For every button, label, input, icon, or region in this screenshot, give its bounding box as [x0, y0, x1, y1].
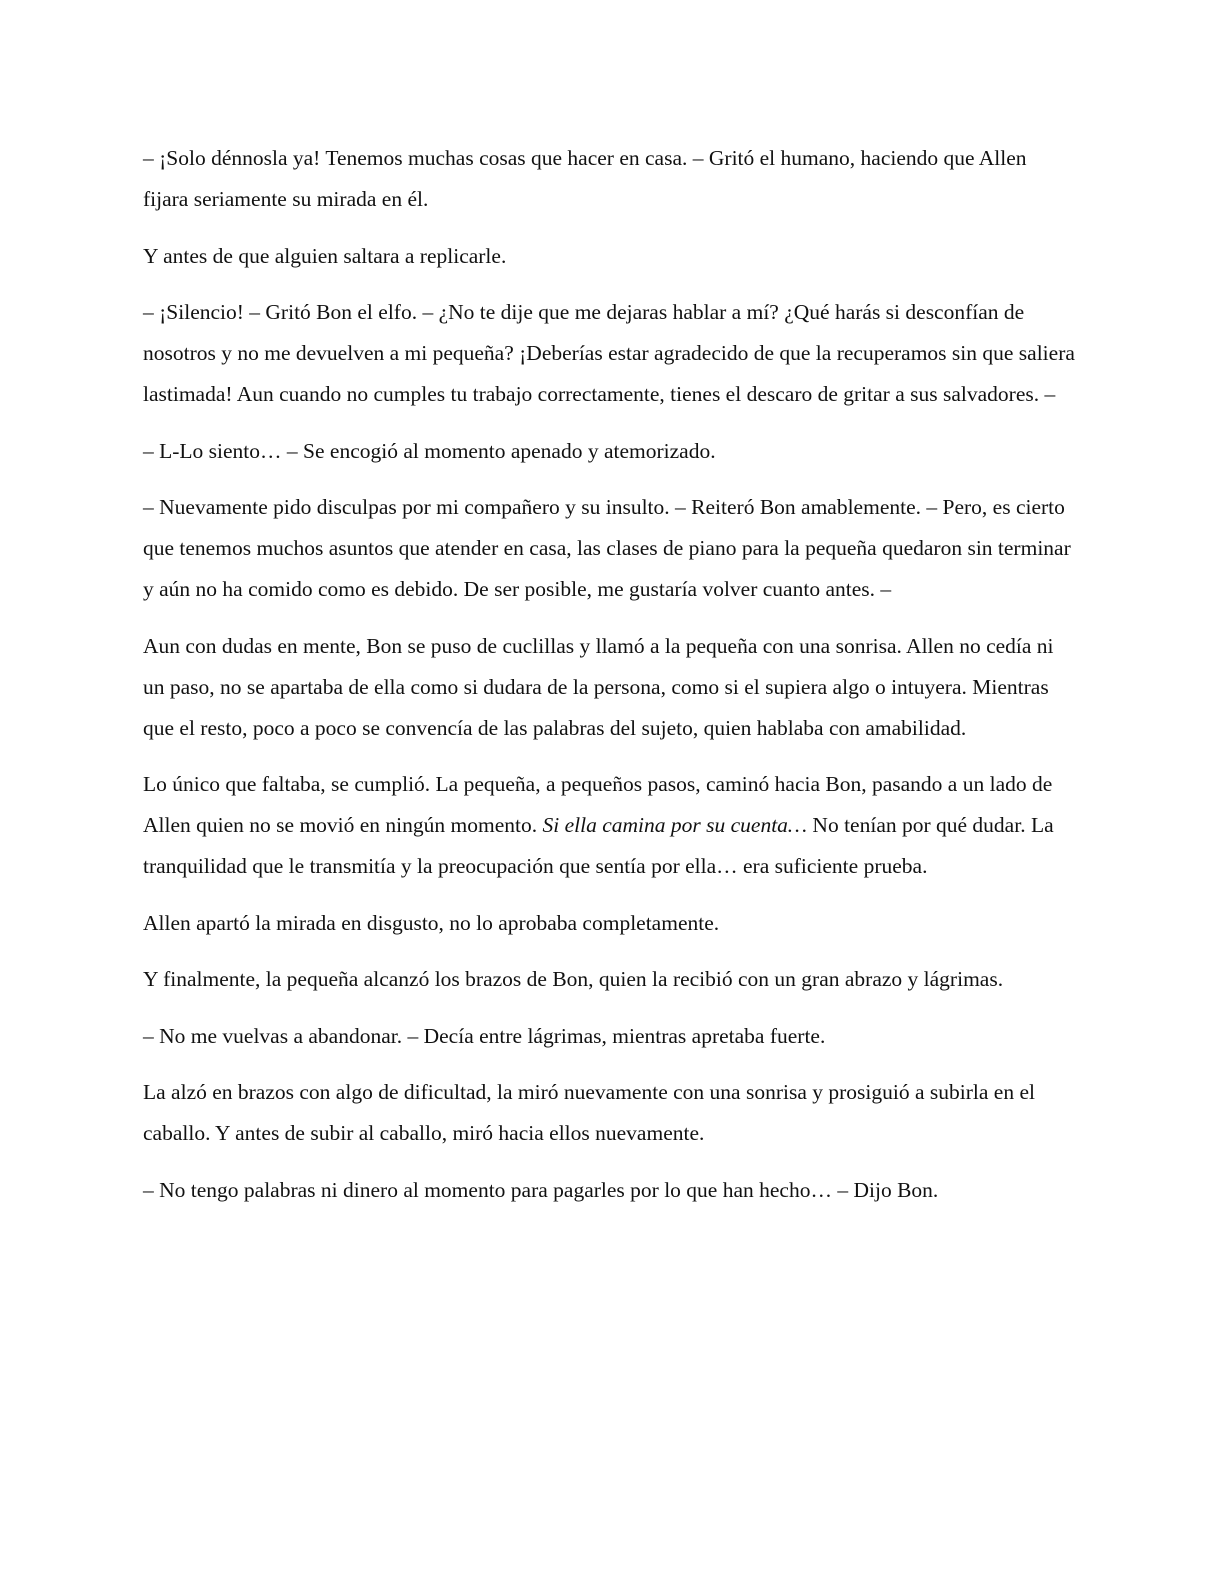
paragraph: La alzó en brazos con algo de dificultad, la miró nuevamente con una sonrisa y prosiguió a subirla en el caballo. Y antes de subir al caballo, miró hacia ellos nuevamente. [143, 1080, 1035, 1145]
paragraph: Aun con dudas en mente, Bon se puso de cuclillas y llamó a la pequeña con una sonrisa. Allen no cedía ni un paso, no se apartaba de ella como si dudara de la persona, como si el supiera algo o intuyera. Mientras que el resto, poco a poco se convencía de las palabras del sujeto, quien hablaba con amabilidad. [143, 633, 1054, 740]
paragraph-text: No tenían por qué dudar. La tranquilidad que le transmitía y la preocupación que sentía por ella… era suficiente prueba. [143, 813, 1054, 878]
italic-phrase: Si ella camina por su cuenta… [542, 813, 808, 837]
paragraph: Y antes de que alguien saltara a replicarle. [143, 243, 507, 268]
paragraph: Y finalmente, la pequeña alcanzó los brazos de Bon, quien la recibió con un gran abrazo y lágrimas. [143, 967, 1004, 991]
paragraph: – No tengo palabras ni dinero al momento para pagarles por lo que han hecho… – Dijo Bon. [143, 1177, 939, 1202]
paragraph-text: Lo único que faltaba, se cumplió. La pequeña, a pequeños pasos, caminó hacia Bon, pasando a un lado de Allen quien no se movió en ningún momento. [143, 772, 1053, 837]
paragraph: – L-Lo siento… – Se encogió al momento apenado y atemorizado. [143, 438, 716, 463]
paragraph [143, 764, 1075, 887]
paragraph: – No me vuelvas a abandonar. – Decía entre lágrimas, mientras apretaba fuerte. [143, 1023, 826, 1048]
document-body [143, 138, 1075, 1226]
paragraph: – Nuevamente pido disculpas por mi compañero y su insulto. – Reiteró Bon amablemente. – Pero, es cierto que tenemos muchos asuntos que atender en casa, las clases de piano para la pequeña quedaron sin terminar y aún no ha comido como es debido. De ser posible, me gustaría volver cuanto antes. – [143, 495, 1071, 601]
paragraph: – ¡Solo dénnosla ya! Tenemos muchas cosas que hacer en casa. – Gritó el humano, haciendo que Allen fijara seriamente su mirada en él. [143, 146, 1027, 211]
paragraph: Allen apartó la mirada en disgusto, no lo aprobaba completamente. [143, 910, 720, 935]
paragraph: – ¡Silencio! – Gritó Bon el elfo. – ¿No te dije que me dejaras hablar a mí? ¿Qué harás si desconfían de nosotros y no me devuelven a mi pequeña? ¡Deberías estar agradecido de que la recuperamos sin que saliera lastimada! Aun cuando no cumples tu trabajo correctamente, tienes el descaro de gritar a sus salvadores. – [143, 300, 1075, 406]
